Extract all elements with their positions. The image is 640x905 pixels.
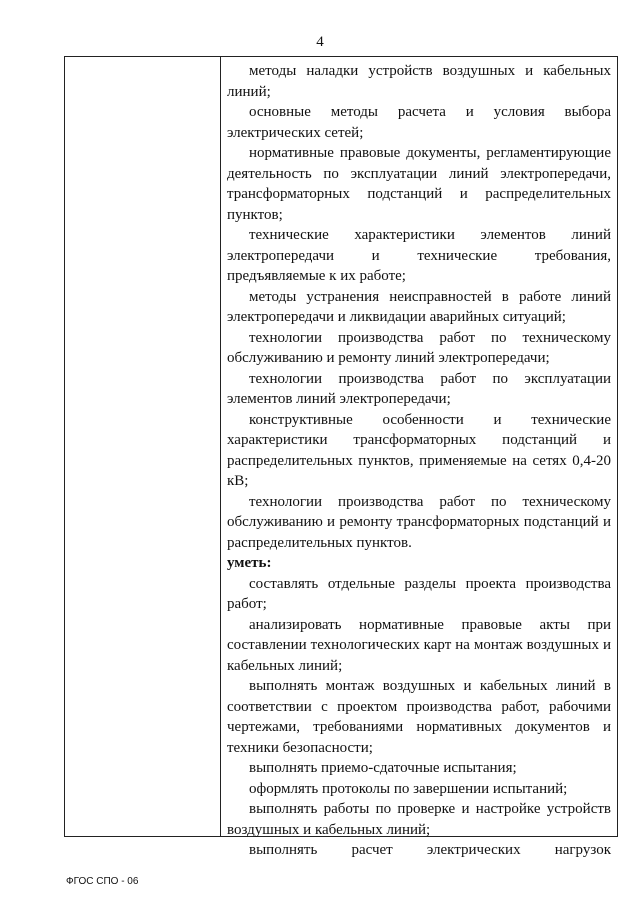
page-number: 4 — [316, 34, 324, 50]
content-table — [64, 56, 618, 858]
list-item: основные методы расчета и условия выбора электрических сетей; — [227, 104, 611, 141]
list-item: выполнять приемо-сдаточные испытания; — [249, 760, 517, 776]
list-item: технологии производства работ по эксплуатации элементов линий электропередачи; — [227, 370, 611, 407]
list-item: технические характеристики элементов линий электропередачи и технические требования, предъявляемые к их работе; — [227, 227, 611, 284]
list-item: оформлять протоколы по завершении испытаний; — [249, 780, 568, 797]
list-item: методы устранения неисправностей в работе линий электропередачи и ликвидации аварийных ситуаций; — [227, 288, 611, 325]
list-item: технологии производства работ по техническому обслуживанию и ремонту линий электропередачи; — [227, 329, 611, 366]
list-item: конструктивные особенности и технические характеристики трансформаторных подстанций и распределительных пунктов, применяемые на сетях 0,4-20 кВ; — [227, 411, 611, 489]
list-item: выполнять работы по проверке и настройке устройств воздушных и кабельных линий; — [227, 801, 611, 838]
skills-heading: уметь: — [227, 555, 272, 571]
column-divider — [220, 57, 221, 836]
requirements-column — [227, 61, 611, 861]
list-item: анализировать нормативные правовые акты при составлении технологических карт на монтаж воздушных и кабельных линий; — [227, 616, 611, 674]
list-item: технологии производства работ по техническому обслуживанию и ремонту трансформаторных подстанций и распределительных пунктов. — [227, 493, 611, 551]
list-item: нормативные правовые документы, регламентирующие деятельность по эксплуатации линий электропередачи, трансформаторных подстанций и распределительных пунктов; — [227, 145, 611, 223]
list-item: методы наладки устройств воздушных и кабельных линий; — [227, 63, 611, 100]
footer-code: ФГОС СПО - 06 — [66, 876, 139, 887]
list-item: выполнять монтаж воздушных и кабельных линий в соответствии с проектом производства работ, рабочими чертежами, требованиями нормативных документов и техники безопасности; — [227, 678, 611, 756]
list-item: выполнять расчет электрических нагрузок — [249, 842, 611, 858]
list-item: составлять отдельные разделы проекта производства работ; — [227, 575, 611, 612]
